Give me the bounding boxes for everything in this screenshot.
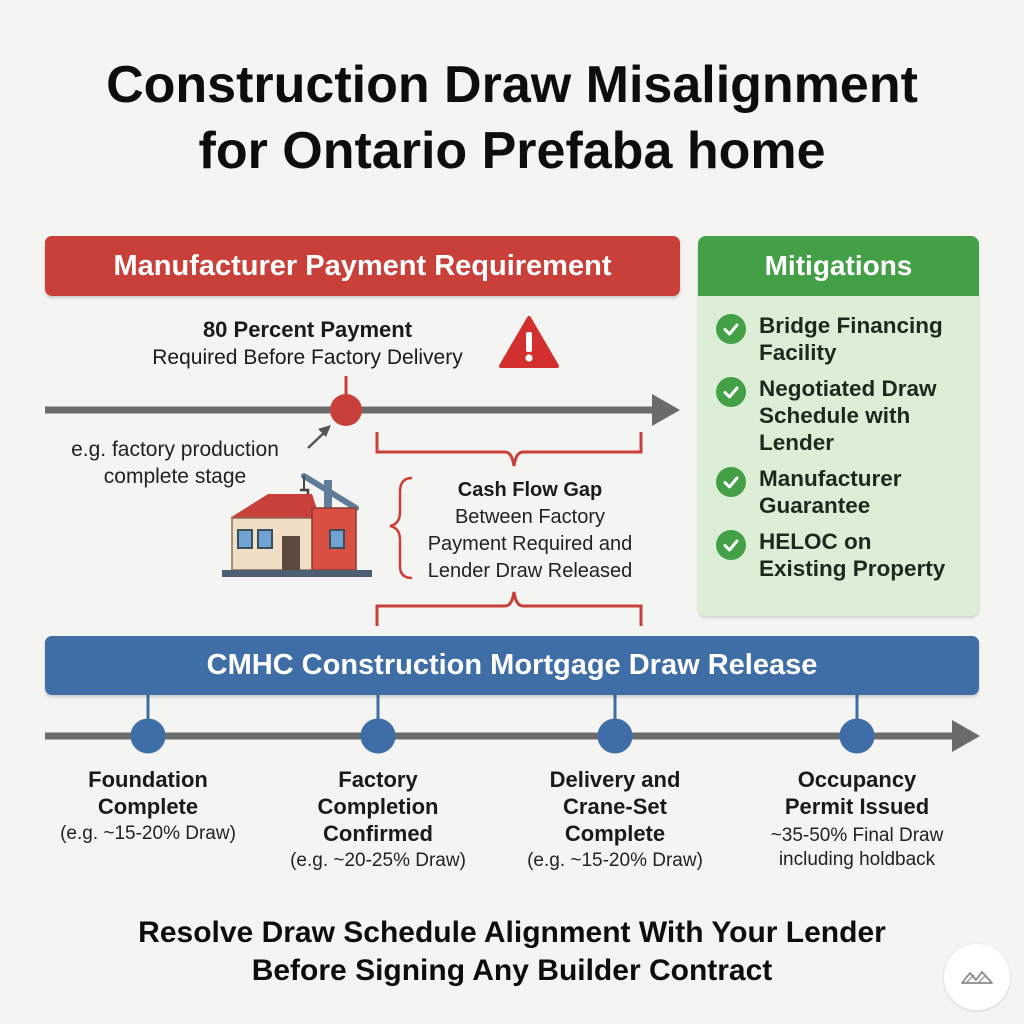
- payment-point: [330, 394, 362, 426]
- milestone-title-line: Confirmed: [323, 821, 433, 846]
- mitigation-text: [759, 312, 969, 366]
- gap-bracket-top: [377, 432, 641, 466]
- milestone-title-line: Complete: [97, 794, 199, 819]
- cash-flow-gap-title: Cash Flow Gap: [457, 479, 603, 501]
- payment-title: 80 Percent Payment: [202, 317, 413, 342]
- mitigation-text-line: Negotiated Draw: [759, 376, 937, 401]
- manufacturer-timeline-arrowhead: [652, 394, 680, 426]
- mitigation-text-line: HELOC on: [759, 529, 872, 554]
- footer-callout: [40, 914, 984, 990]
- mitigation-item: [716, 312, 979, 366]
- mitigation-text-line: Manufacturer: [759, 466, 902, 491]
- mitigation-text-line: Facility: [759, 340, 837, 365]
- mitigation-text: [759, 528, 969, 582]
- milestone-note: (e.g. ~20-25% Draw): [290, 850, 466, 871]
- mitigation-text-line: Bridge Financing: [759, 313, 943, 338]
- milestone-note: (e.g. ~15-20% Draw): [527, 850, 703, 871]
- mitigations-list: [698, 296, 979, 582]
- cash-flow-gap-line-2: Payment Required and: [427, 533, 633, 555]
- milestone-point-2: [361, 719, 395, 753]
- mitigation-text-line: Schedule with: [759, 403, 911, 428]
- logo-badge: [944, 944, 1010, 1010]
- milestone-point-3: [598, 719, 632, 753]
- mitigation-text-line: Guarantee: [759, 493, 871, 518]
- mitigation-text-line: Lender: [759, 430, 835, 455]
- cmhc-timeline-arrowhead: [952, 720, 980, 752]
- milestone-note: including holdback: [778, 849, 936, 870]
- milestone-factory-completion: [263, 766, 493, 873]
- payment-example-line-1: e.g. factory production: [71, 438, 279, 461]
- title-line-1: Construction Draw Misalignment: [106, 56, 918, 114]
- check-icon: [716, 467, 746, 497]
- payment-example-line-2: complete stage: [103, 465, 247, 488]
- mitigation-text-line: Existing Property: [759, 556, 946, 581]
- milestone-title-line: Completion: [317, 794, 439, 819]
- mitigation-text: [759, 375, 969, 456]
- milestone-point-4: [840, 719, 874, 753]
- mitigation-item: [716, 528, 979, 582]
- milestone-title-line: Permit Issued: [784, 794, 930, 819]
- mitigation-text: [759, 465, 969, 519]
- warning-icon: [498, 314, 560, 370]
- milestone-delivery-crane-set: [500, 766, 730, 873]
- cash-flow-gap-line-1: Between Factory: [454, 506, 606, 528]
- check-icon: [716, 377, 746, 407]
- milestone-title-line: Factory: [338, 767, 418, 792]
- milestone-title-line: Crane-Set: [563, 794, 667, 819]
- check-icon: [716, 530, 746, 560]
- milestone-title-line: Delivery and: [549, 767, 681, 792]
- milestone-note: (e.g. ~15-20% Draw): [60, 823, 236, 844]
- milestone-title-line: Occupancy: [797, 767, 917, 792]
- payment-subtitle: Required Before Factory Delivery: [152, 346, 463, 369]
- footer-line-2: Before Signing Any Builder Contract: [251, 954, 773, 987]
- milestone-title-line: Foundation: [88, 767, 208, 792]
- footer-line-1: Resolve Draw Schedule Alignment With Your Lender: [138, 916, 886, 949]
- cash-flow-gap-line-3: Lender Draw Released: [427, 560, 633, 582]
- milestone-note: ~35-50% Final Draw: [770, 825, 944, 846]
- mitigations-panel: [698, 236, 979, 616]
- cash-flow-gap-description: [400, 504, 660, 585]
- milestone-title-line: Complete: [564, 821, 666, 846]
- cmhc-banner: CMHC Construction Mortgage Draw Release: [45, 636, 979, 695]
- milestone-point-1: [131, 719, 165, 753]
- manufacturer-banner: Manufacturer Payment Requirement: [45, 236, 680, 296]
- mitigation-item: [716, 375, 979, 456]
- gap-bracket-bottom: [377, 592, 641, 626]
- mitigation-item: [716, 465, 979, 519]
- logo-icon: [960, 967, 994, 987]
- payment-example: [40, 436, 310, 490]
- milestone-foundation: [33, 766, 263, 846]
- title-line-2: for Ontario Prefaba home: [198, 122, 826, 180]
- mitigations-header: Mitigations: [698, 236, 979, 296]
- milestone-occupancy-permit: [737, 766, 977, 872]
- check-icon: [716, 314, 746, 344]
